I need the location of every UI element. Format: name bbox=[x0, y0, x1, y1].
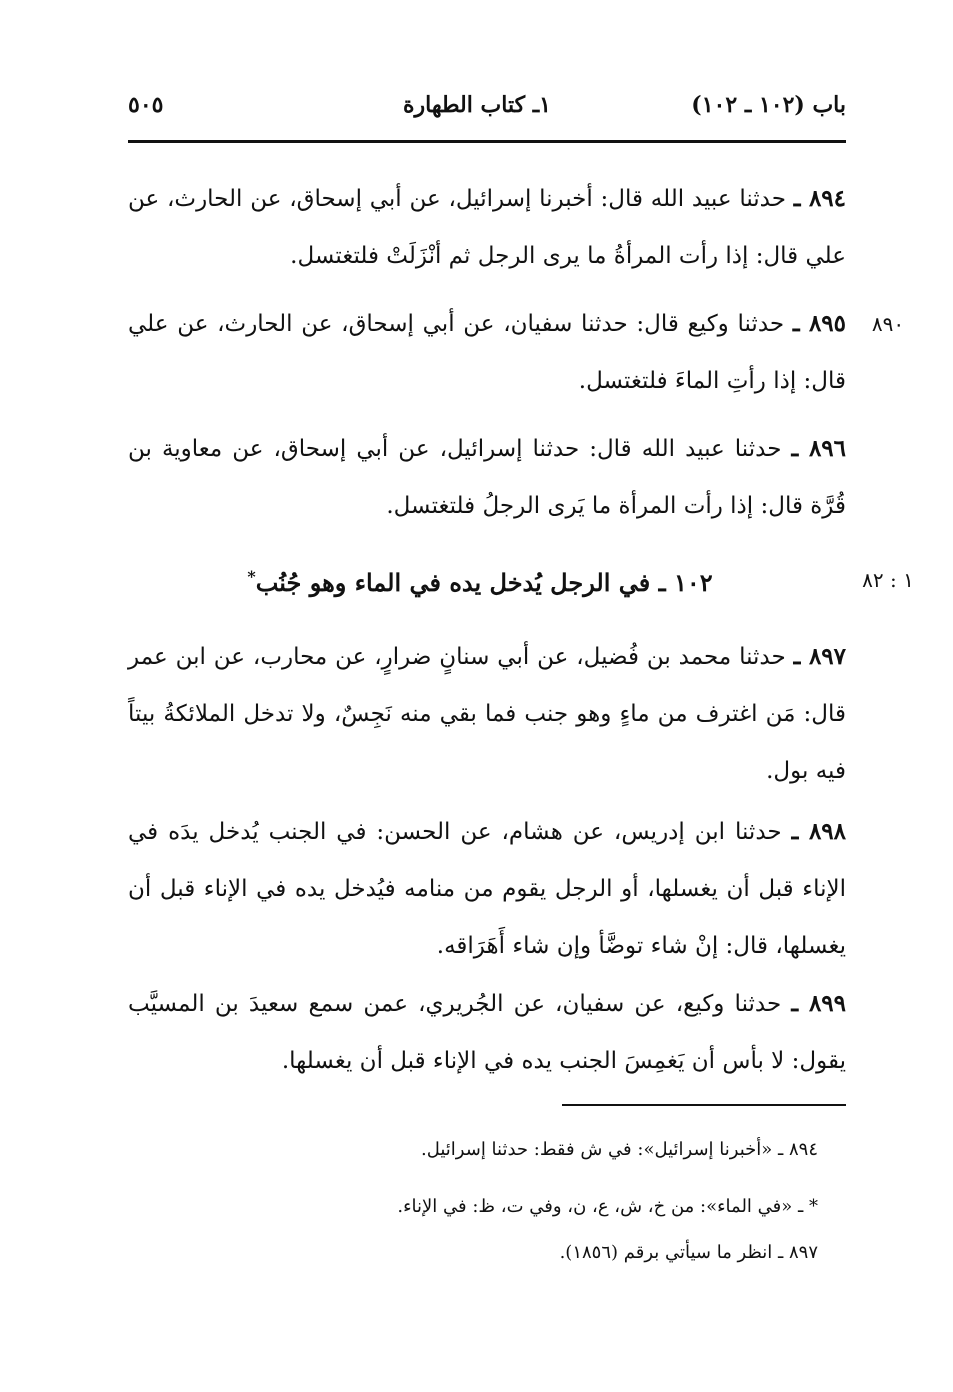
chapter-heading bbox=[160, 552, 800, 608]
hadith-paragraph bbox=[128, 803, 846, 975]
chapter-footnote-marker: * bbox=[247, 567, 256, 586]
running-header bbox=[128, 84, 846, 134]
footnote: * ـ «في الماء»: من خ، ش، ع، ن، وفي ت، ظ: في الإناء. bbox=[397, 1196, 818, 1217]
header-rule bbox=[128, 140, 846, 143]
hadith-paragraph bbox=[128, 170, 846, 285]
margin-reference: ١ : ٨٢ bbox=[862, 568, 914, 592]
hadith-text: حدثنا عبيد الله قال: حدثنا إسرائيل، عن أبي إسحاق، عن معاوية بن قُرَّة قال: إذا رأت المرأة ما يَرى الرجلُ فلتغتسل. bbox=[128, 436, 846, 519]
chapter-reference: باب (١٠٢ ـ ١٠٢) bbox=[691, 92, 846, 118]
hadith-text: حدثنا ابن إدريس، عن هشام، عن الحسن: في الجنب يُدخل يدَه في الإناء قبل أن يغسلها، أو الرجل يقوم من منامه فيُدخل يده في الإناء قبل أن يغسلها، قال: إنْ شاء توضَّأ وإن شاء أَهَرَاقه. bbox=[128, 819, 846, 959]
chapter-title: ١٠٢ ـ في الرجل يُدخل يده في الماء وهو جُنُب bbox=[255, 568, 713, 597]
hadith-number: ٨٩٤ ـ bbox=[793, 185, 846, 212]
page-number: ٥٠٥ bbox=[128, 92, 164, 118]
hadith-paragraph bbox=[128, 420, 846, 535]
hadith-number: ٨٩٩ ـ bbox=[791, 990, 847, 1017]
hadith-number: ٨٩٥ ـ bbox=[792, 310, 846, 337]
hadith-paragraph bbox=[128, 295, 846, 410]
hadith-text: حدثنا وكيع قال: حدثنا سفيان، عن أبي إسحاق، عن الحارث، عن علي قال: إذا رأتِ الماءَ فلتغتسل. bbox=[128, 311, 846, 394]
hadith-paragraph bbox=[128, 628, 846, 800]
hadith-number: ٨٩٦ ـ bbox=[791, 435, 847, 462]
hadith-text: حدثنا وكيع، عن سفيان، عن الجُريري، عمن سمع سعيدَ بن المسيَّب يقول: لا بأس أن يَغمِسَ الجنب يده في الإناء قبل أن يغسلها. bbox=[128, 991, 846, 1074]
hadith-number: ٨٩٧ ـ bbox=[793, 643, 846, 670]
footnote: ٨٩٤ ـ «أخبرنا إسرائيل»: في ش فقط: حدثنا إسرائيل. bbox=[421, 1139, 818, 1160]
hadith-text: حدثنا محمد بن فُضيل، عن أبي سنانٍ ضرارٍ، عن محارب، عن ابن عمر قال: مَن اغترف من ماءٍ وهو جنب فما بقي منه نَجِسٌ، ولا تدخل الملائكةُ بيتاً فيه بول. bbox=[128, 644, 846, 784]
margin-reference: ٨٩٠ bbox=[871, 312, 905, 336]
hadith-paragraph bbox=[128, 975, 846, 1090]
hadith-text: حدثنا عبيد الله قال: أخبرنا إسرائيل، عن أبي إسحاق، عن الحارث، عن علي قال: إذا رأت المرأةُ ما يرى الرجل ثم أنْزَلَتْ فلتغتسل. bbox=[128, 186, 846, 269]
book-title: ١ـ كتاب الطهارة bbox=[403, 92, 551, 118]
hadith-number: ٨٩٨ ـ bbox=[791, 818, 846, 845]
footnote: ٨٩٧ ـ انظر ما سيأتي برقم (١٨٥٦). bbox=[559, 1242, 818, 1263]
footnote-separator bbox=[562, 1104, 846, 1106]
